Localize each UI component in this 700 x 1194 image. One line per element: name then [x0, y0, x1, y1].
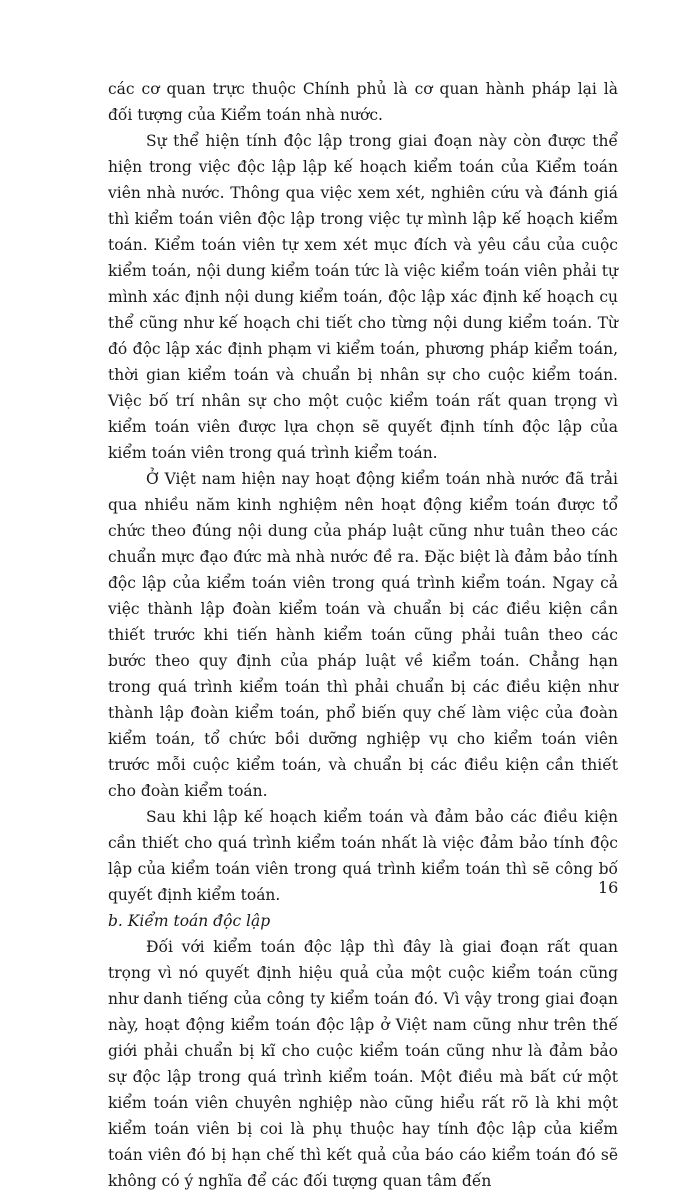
paragraph-planning-independence: Sự thể hiện tính độc lập trong giai đoạn này còn được thể hiện trong việc độc lập lập kế hoạch kiểm toán của Kiểm toán viên nhà nước. Thông qua việc xem xét, nghiên cứu và đánh giá thì kiểm toán viên độc lập trong việc tự mình lập kế hoạch kiểm toán. Kiểm toán viên tự xem xét mục đích và yêu cầu của cuộc kiểm toán, nội dung kiểm toán tức là việc kiểm toán viên phải tự mình xác định nội dung kiểm toán, độc lập xác định kế hoạch cụ thể cũng như kế hoạch chi tiết cho từng nội dung kiểm toán. Từ đó độc lập xác định phạm vi kiểm toán, phương pháp kiểm toán, thời gian kiểm toán và chuẩn bị nhân sự cho cuộc kiểm toán. Việc bố trí nhân sự cho một cuộc kiểm toán rất quan trọng vì kiểm toán viên được lựa chọn sẽ quyết định tính độc lập của kiểm toán viên trong quá trình kiểm toán.	[108, 132, 618, 462]
paragraph-continuation: các cơ quan trực thuộc Chính phủ là cơ quan hành pháp lại là đối tượng của Kiểm toán nhà nước.	[108, 80, 618, 124]
page-body-text	[108, 76, 618, 1194]
section-heading: b. Kiểm toán độc lập	[108, 912, 271, 930]
paragraph-independent-audit: Đối với kiểm toán độc lập thì đây là giai đoạn rất quan trọng vì nó quyết định hiệu quả của một cuộc kiểm toán cũng như danh tiếng của công ty kiểm toán đó. Vì vậy trong giai đoạn này, hoạt động kiểm toán độc lập ở Việt nam cũng như trên thế giới phải chuẩn bị kĩ cho cuộc kiểm toán cũng như là đảm bảo sự độc lập trong quá trình kiểm toán. Một điều mà bất cứ một kiểm toán viên chuyên nghiệp nào cũng hiểu rất rõ là khi một kiểm toán viên bị coi là phụ thuộc hay tính độc lập của kiểm toán viên đó bị hạn chế thì kết quả của báo cáo kiểm toán đó sẽ không có ý nghĩa để các đối tượng quan tâm đến	[108, 938, 618, 1190]
paragraph-vietnam-state-audit: Ở Việt nam hiện nay hoạt động kiểm toán nhà nước đã trải qua nhiều năm kinh nghiệm nên hoạt động kiểm toán được tổ chức theo đúng nội dung của pháp luật cũng như tuân theo các chuẩn mực đạo đức mà nhà nước đề ra. Đặc biệt là đảm bảo tính độc lập của kiểm toán viên trong quá trình kiểm toán. Ngay cả việc thành lập đoàn kiểm toán và chuẩn bị các điều kiện cần thiết trước khi tiến hành kiểm toán cũng phải tuân theo các bước theo quy định của pháp luật về kiểm toán. Chẳng hạn trong quá trình kiểm toán thì phải chuẩn bị các điều kiện như thành lập đoàn kiểm toán, phổ biến quy chế làm việc của đoàn kiểm toán, tổ chức bồi dưỡng nghiệp vụ cho kiểm toán viên trước mỗi cuộc kiểm toán, và chuẩn bị các điều kiện cần thiết cho đoàn kiểm toán.	[108, 470, 618, 800]
page-number: 16	[598, 878, 619, 897]
paragraph-audit-decision: Sau khi lập kế hoạch kiểm toán và đảm bảo các điều kiện cần thiết cho quá trình kiểm toán nhất là việc đảm bảo tính độc lập của kiểm toán viên trong quá trình kiểm toán thì sẽ công bố quyết định kiểm toán.	[108, 808, 618, 904]
